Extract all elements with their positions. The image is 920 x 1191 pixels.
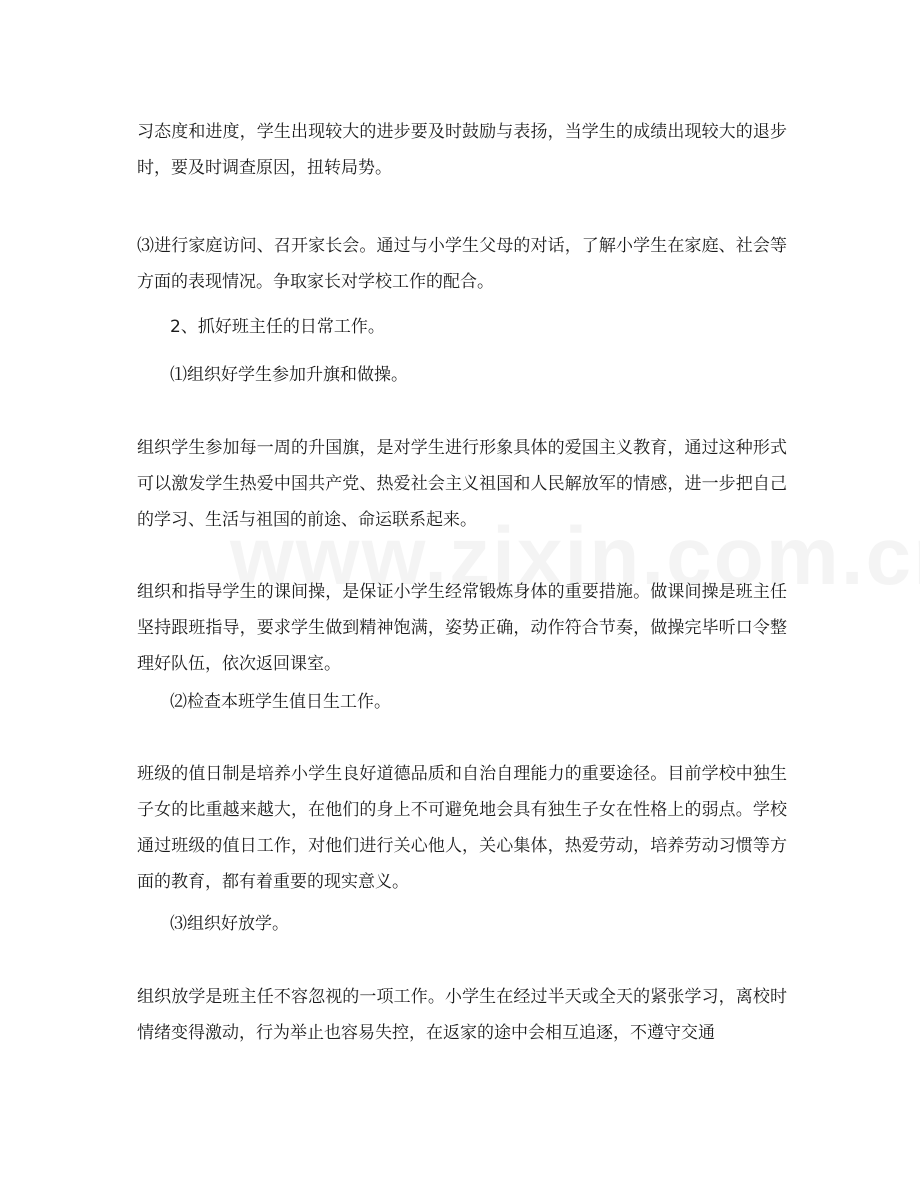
paragraph-flag-raising: 组织学生参加每一周的升国旗，是对学生进行形象具体的爱国主义教育，通过这种形式可以激发学生热爱中国共产党、热爱社会主义祖国和人民解放军的情感，进一步把自己的学习、生活与祖国的前途、命运联系起来。 bbox=[137, 438, 787, 530]
paragraph-study-progress: 习态度和进度，学生出现较大的进步要及时鼓励与表扬，当学生的成绩出现较大的退步时，要及时调查原因，扭转局势。 bbox=[137, 122, 787, 178]
paragraph-duty-system: 班级的值日制是培养小学生良好道德品质和自治自理能力的重要途径。目前学校中独生子女的比重越来越大，在他们的身上不可避免地会具有独生子女在性格上的弱点。学校通过班级的值日工作，对他们进行关心他人，关心集体，热爱劳动，培养劳动习惯等方面的教育，都有着重要的现实意义。 bbox=[137, 764, 787, 892]
paragraph-exercise: 组织和指导学生的课间操，是保证小学生经常锻炼身体的重要措施。做课间操是班主任坚持跟班指导，要求学生做到精神饱满，姿势正确，动作符合节奏，做操完毕听口令整理好队伍，依次返回课室。 bbox=[137, 582, 787, 674]
subheading-flag-and-exercise: ⑴组织好学生参加升旗和做操。 bbox=[170, 365, 408, 385]
paragraph-home-visits: ⑶进行家庭访问、召开家长会。通过与小学生父母的对话，了解小学生在家庭、社会等方面的表现情况。争取家长对学校工作的配合。 bbox=[137, 236, 787, 292]
subheading-duty-check: ⑵检查本班学生值日生工作。 bbox=[170, 692, 391, 712]
subheading-dismissal: ⑶组织好放学。 bbox=[170, 914, 289, 934]
section-heading-daily-work: 2、抓好班主任的日常工作。 bbox=[170, 317, 385, 337]
paragraph-dismissal: 组织放学是班主任不容忽视的一项工作。小学生在经过半天或全天的紧张学习，离校时情绪变得激动，行为举止也容易失控，在返家的途中会相互追逐，不遵守交通 bbox=[137, 987, 787, 1043]
